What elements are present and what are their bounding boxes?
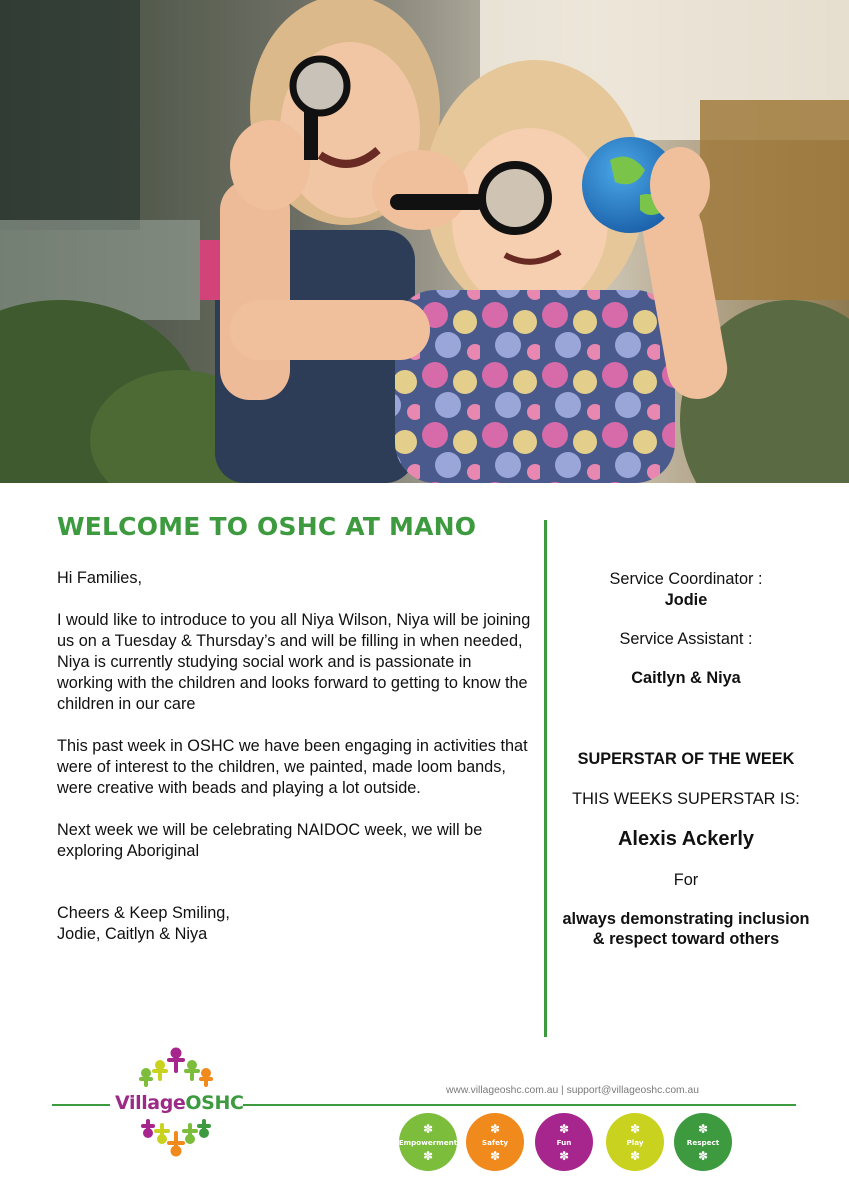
footer-rule-right [243,1104,796,1106]
superstar-reason-line-1: always demonstrating inclusion [562,910,810,928]
superstar-intro: THIS WEEKS SUPERSTAR IS: [572,790,800,808]
person-icon: ✽ [697,1148,709,1163]
person-icon: ✽ [422,1121,434,1136]
person-icon: ✽ [489,1148,501,1163]
village-oshc-logo: VillageOSHC [115,1092,244,1114]
assistant-names: Caitlyn & Niya [631,669,741,687]
assistant-label: Service Assistant : [619,630,753,648]
value-badge-play: ✽ Play ✽ [606,1113,664,1171]
logo-people-bottom-icon [138,1117,214,1159]
value-badge-safety: ✽ Safety ✽ [466,1113,524,1171]
coordinator-label: Service Coordinator : [609,570,763,588]
page-title: WELCOME TO OSHC AT MANO [57,512,477,541]
superstar-heading: SUPERSTAR OF THE WEEK [577,750,795,768]
signature: Jodie, Caitlyn & Niya [57,925,208,943]
column-divider [544,520,547,1037]
coordinator-name: Jodie [664,591,708,609]
hero-photo [0,0,849,483]
logo-people-top-icon [138,1047,214,1089]
value-badge-respect: ✽ Respect ✽ [674,1113,732,1171]
paragraph-next-week: Next week we will be celebrating NAIDOC week, we will be exploring Aboriginal [57,821,483,860]
superstar-reason-line-2: & respect toward others [592,930,780,948]
person-icon: ✽ [422,1148,434,1163]
superstar-name: Alexis Ackerly [617,828,754,850]
person-icon: ✽ [558,1121,570,1136]
footer-rule-left [52,1104,110,1106]
person-icon: ✽ [489,1121,501,1136]
person-icon: ✽ [629,1148,641,1163]
person-icon: ✽ [629,1121,641,1136]
superstar-for-label: For [673,871,699,889]
value-badge-empowerment: ✽ Empowerment ✽ [399,1113,457,1171]
paragraph-past-week: This past week in OSHC we have been engaging in activities that were of interest to the children, we painted, made loom bands, were creative with beads and playing a lot outside. [57,737,528,797]
letter-body [57,568,532,945]
person-icon: ✽ [697,1121,709,1136]
paragraph-new-staff: I would like to introduce to you all Niya Wilson, Niya will be joining us on a Tuesday & Thursday’s and will be filling in when needed, Niya is currently studying social work and is passionate in working with the children and looks forward to getting to know the children in our care [57,611,531,713]
contact-info: www.villageoshc.com.au | support@villageoshc.com.au [446,1085,699,1096]
value-badge-fun: ✽ Fun ✽ [535,1113,593,1171]
signoff: Cheers & Keep Smiling, [57,904,230,922]
greeting: Hi Families, [57,569,143,587]
person-icon: ✽ [558,1148,570,1163]
